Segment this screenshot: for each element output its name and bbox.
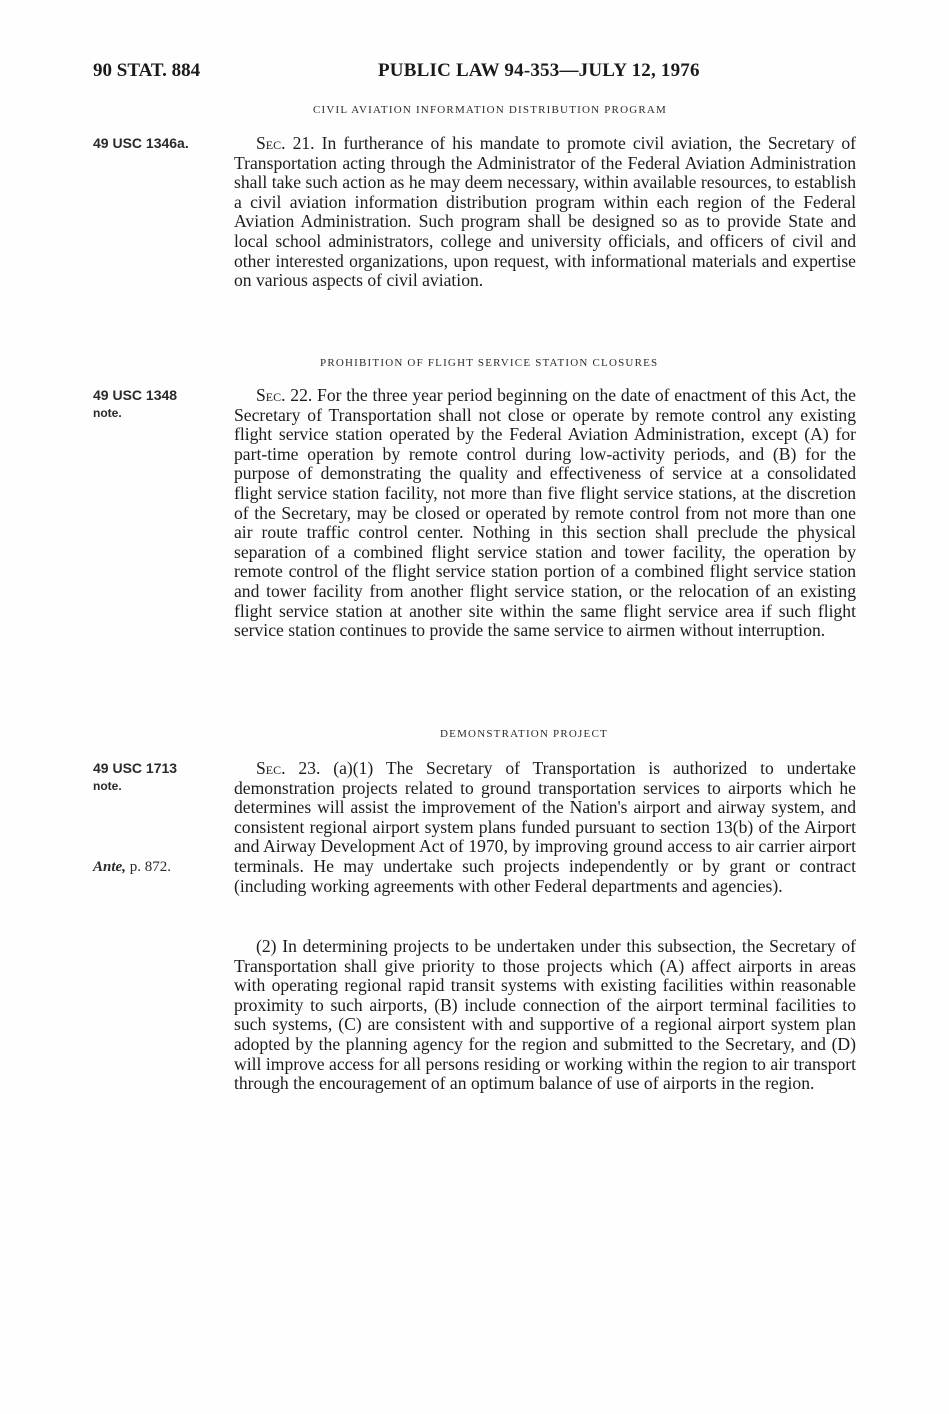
margin-note-sec-22 — [93, 386, 177, 422]
section-body: In furtherance of his mandate to promote civil aviation, the Secretary of Transportation acting through the Administrator of the Federal Aviation Administration shall take such action as he may deem necessary, within available resources, to establish a civil aviation information distribution program within each region of the Federal Aviation Administration. Such program shall be designed so as to provide State and local school administrators, college and university officials, and officers of civil and other interested organizations, upon request, with informational materials and expertise on various aspects of civil aviation. — [234, 133, 856, 291]
section-heading-21: CIVIL AVIATION INFORMATION DISTRIBUTION PROGRAM — [313, 104, 668, 116]
margin-note-ante-italic: Ante, — [93, 859, 126, 875]
margin-note-citation: 49 USC 1348 — [93, 387, 178, 403]
section-23-paragraph-2 — [234, 937, 856, 1094]
public-law-title: PUBLIC LAW 94-353—JULY 12, 1976 — [378, 60, 700, 81]
section-body: (a)(1) The Secretary of Transportation is authorized to undertake demonstration projects related to ground transportation services to airports which he determines will assist the improvement of the Nation's airport and airway system, and consistent regional airport system plans funded pursuant to section 13(b) of the Airport and Airway Development Act of 1970, by improving ground access to air carrier airport terminals. He may undertake such projects independently or by grant or contract (including working agreements with other Federal departments and agencies). — [234, 758, 856, 896]
section-body: For the three year period beginning on the date of enactment of this Act, the Secretary of Transportation shall not close or operate by remote control any existing flight service station operated by the Federal Aviation Administration, except (A) for part-time operation by remote control during low-activity periods, and (B) for the purpose of demonstrating the quality and effectiveness of service at a consolidated flight service station facility, not more than five flight service stations, at the discretion of the Secretary, may be closed or operated by remote control from not more than one air route traffic control center. Nothing in this section shall preclude the physical separation of a combined flight service station and tower facility, the operation by remote control of the flight service station portion of a combined flight service station and tower facility from another flight service station, or the relocation of an existing flight service station at another site within the same flight service area if such flight service station continues to provide the same service to airmen without interruption. — [234, 385, 856, 641]
margin-note-sec-21 — [93, 134, 189, 152]
section-heading-22: PROHIBITION OF FLIGHT SERVICE STATION CLOSURES — [320, 357, 659, 369]
running-head — [93, 60, 863, 86]
margin-note-sec-23 — [93, 759, 177, 795]
section-heading-23: DEMONSTRATION PROJECT — [440, 728, 608, 740]
margin-note-citation: 49 USC 1346a. — [93, 135, 189, 151]
section-body-2: (2) In determining projects to be undertaken under this subsection, the Secretary of Transportation shall give priority to those projects which (A) affect airports in areas with operating regional rapid transit systems with existing facilities within reasonable proximity to such airports, (B) include connection of the airport terminal facilities to such systems, (C) are consistent with and supportive of a regional airport system plan adopted by the planning agency for the region and submitted to the Secretary, and (D) will improve access for all persons residing or working within the region to air transport through the encouragement of an optimum balance of use of airports in the region. — [234, 936, 856, 1094]
margin-note-citation: 49 USC 1713 — [93, 760, 178, 776]
stat-citation: 90 STAT. 884 — [93, 60, 201, 81]
margin-note-ante — [93, 858, 171, 876]
section-label: Sec. 23. — [256, 758, 321, 778]
bleed-through-texture — [240, 1115, 840, 1225]
margin-note-sub: note. — [93, 779, 122, 793]
section-21-text — [234, 134, 856, 291]
margin-note-ante-page: p. 872. — [125, 859, 171, 875]
margin-note-sub: note. — [93, 406, 122, 420]
section-label: Sec. 22. — [256, 385, 313, 405]
section-label: Sec. 21. — [256, 133, 315, 153]
section-22-text — [234, 386, 856, 641]
section-23-text — [234, 759, 856, 896]
